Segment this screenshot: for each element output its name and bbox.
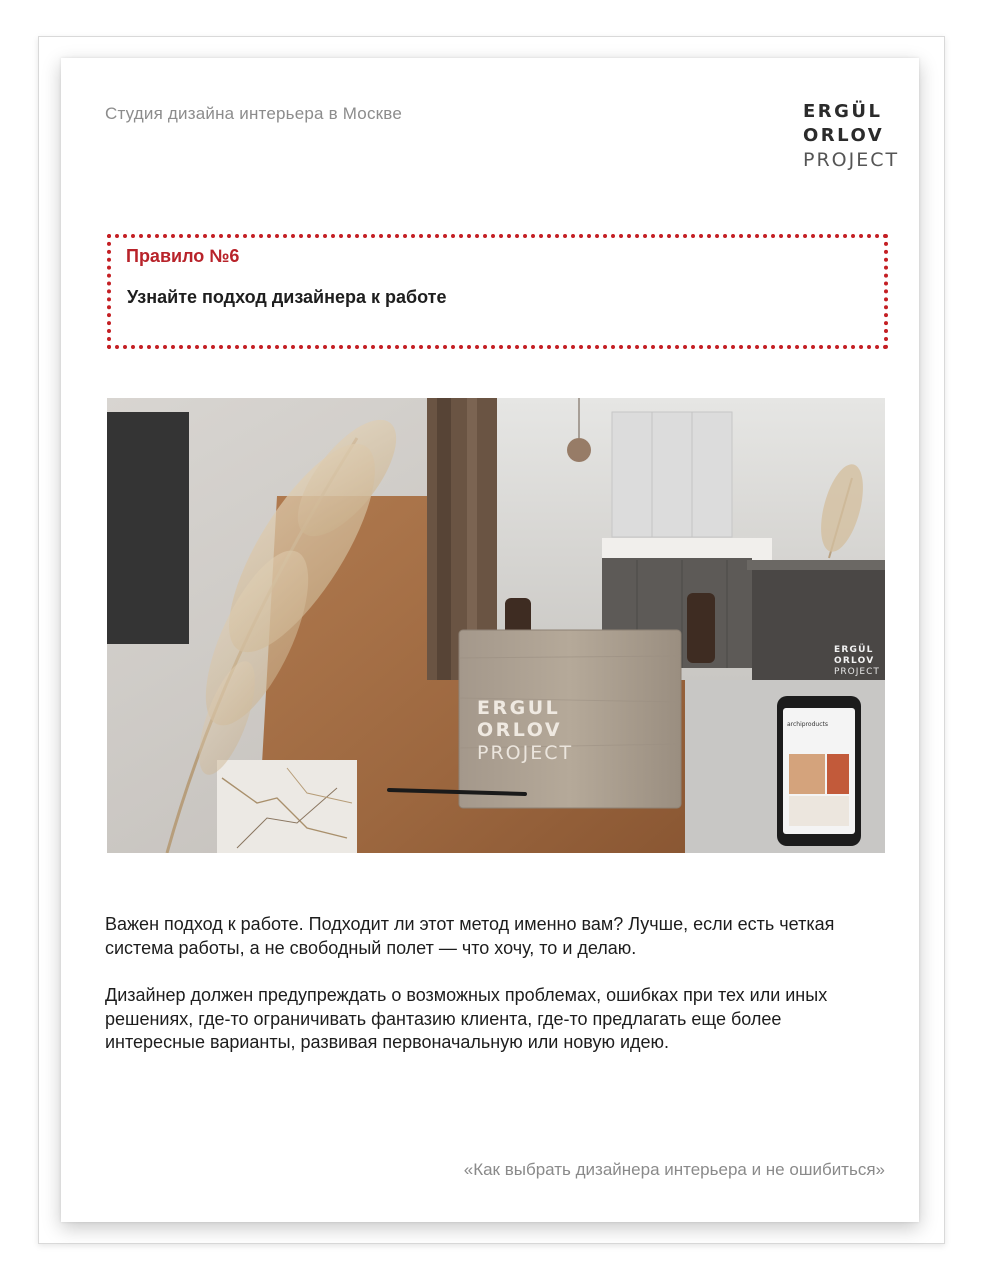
- kitchen-logo-line-2: ORLOV: [834, 656, 875, 666]
- moodboard-image: [107, 398, 885, 853]
- phone-site-name: archiproducts: [787, 721, 828, 728]
- brand-logo: [803, 100, 899, 172]
- moodboard-photo: [107, 398, 885, 853]
- logo-line-2: ORLOV: [803, 125, 885, 146]
- footer-book-title: «Как выбрать дизайнера интерьера и не ошибиться»: [463, 1160, 885, 1179]
- body-paragraph-2: Дизайнер должен предупреждать о возможных проблемах, ошибках при тех или иных решениях, где-то ограничивать фантазию клиента, где-то предлагать еще более интересные варианты, развивая первоначальную или новую идею.: [105, 985, 828, 1052]
- kitchen-logo-line-3: PROJECT: [834, 667, 880, 677]
- board-logo-line-1: ERGUL: [477, 697, 561, 719]
- studio-tagline: Студия дизайна интерьера в Москве: [105, 104, 402, 123]
- logo-line-3: PROJECT: [803, 149, 900, 171]
- board-logo-line-3: PROJECT: [477, 742, 574, 764]
- rule-heading: Узнайте подход дизайнера к работе: [127, 287, 447, 307]
- body-paragraph-1: Важен подход к работе. Подходит ли этот метод именно вам? Лучше, если есть четкая система работы, а не свободный полет — что хочу, то и делаю.: [105, 914, 835, 958]
- logo-line-1: ERGÜL: [803, 101, 883, 122]
- board-logo-line-2: ORLOV: [477, 719, 563, 741]
- kitchen-logo-line-1: ERGÜL: [834, 645, 874, 655]
- rule-number: Правило №6: [126, 246, 240, 266]
